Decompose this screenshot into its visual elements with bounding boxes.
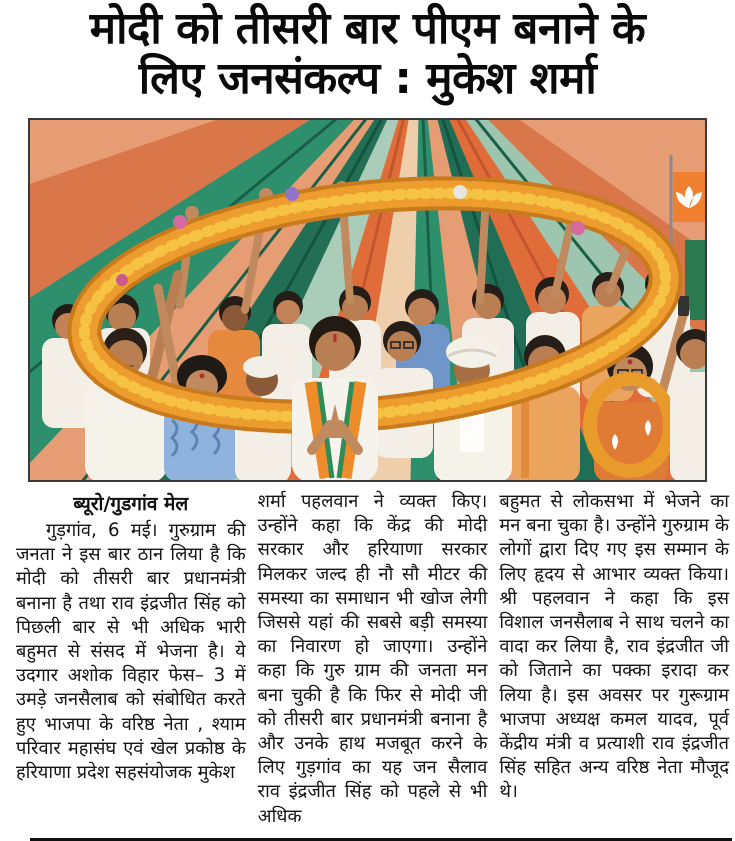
headline-line-2: लिए जनसंकल्प : मुकेश शर्मा [138,53,597,104]
article-column-2 [258,490,488,829]
byline: ब्यूरो/गुडगांव मेल [73,493,189,515]
article-text-col1: गुड़गांव, 6 मई। गुरुग्राम की जनता ने इस बार ठान लिया है कि मोदी को तीसरी बार प्रधानमंत्री बनाना है तथा राव इंद्रजीत सिंह को पिछली बार से भी अधिक भारी बहुमत से संसद में भेजना है। ये उदगार अशोक विहार फेस– 3 में उमड़े जनसैलाब को संबोधित करते हुए भाजपा के वरिष्ठ नेता , श्याम परिवार महासंघ एवं खेल प्रकोष्ठ के हरियाणा प्रदेश सहसंयोजक मुकेश [16,520,246,784]
article-column-1 [16,490,246,829]
article-column-3 [499,490,729,829]
article-body [16,490,729,829]
headline [10,4,725,104]
article-text-col2: शर्मा पहलवान ने व्यक्त किए।उन्होंने कहा कि केंद्र की मोदी सरकार और हरियाणा सरकार मिलकर जल्द ही नौ सौ मीटर की समस्या का समाधान भी खोज लेगी जिससे यहां की सबसे बड़ी समस्या का निवारण हो जाएगा। उन्होंने कहा कि गुरु ग्राम की जनता मन बना चुकी है कि फिर से मोदी जी को तीसरी बार प्रधानमंत्री बनाना है और उनके हाथ मजबूत करने के लिए गुड़गांव का यह जन सैलाव राव इंद्रजीत सिंह को पहले से भी अधिक [257,491,488,827]
article-text-col3: बहुमत से लोकसभा में भेजने का मन बना चुका है। उन्होंने गुरुग्राम के लोगों द्वारा दिए गए इस सम्मान के लिए हृदय से आभार व्यक्त किया। श्री पहलवान ने कहा कि इस विशाल जनसैलाब ने साथ चलने का वादा कर लिया है, राव इंद्रजीत जी को जिताने का पक्का इरादा कर लिया है। इस अवसर पर गुरूग्राम भाजपा अध्यक्ष कमल यादव, पूर्व केंद्रीय मंत्री व प्रत्याशी राव इंद्रजीत सिंह सहित अन्य वरिष्ठ नेता मौजूद थे। [499,491,730,803]
newspaper-clipping [0,3,735,827]
event-photo [28,118,707,482]
bottom-rule [30,838,732,841]
headline-line-1: मोदी को तीसरी बार पीएम बनाने के [89,3,646,54]
photo-illustration [30,120,705,480]
